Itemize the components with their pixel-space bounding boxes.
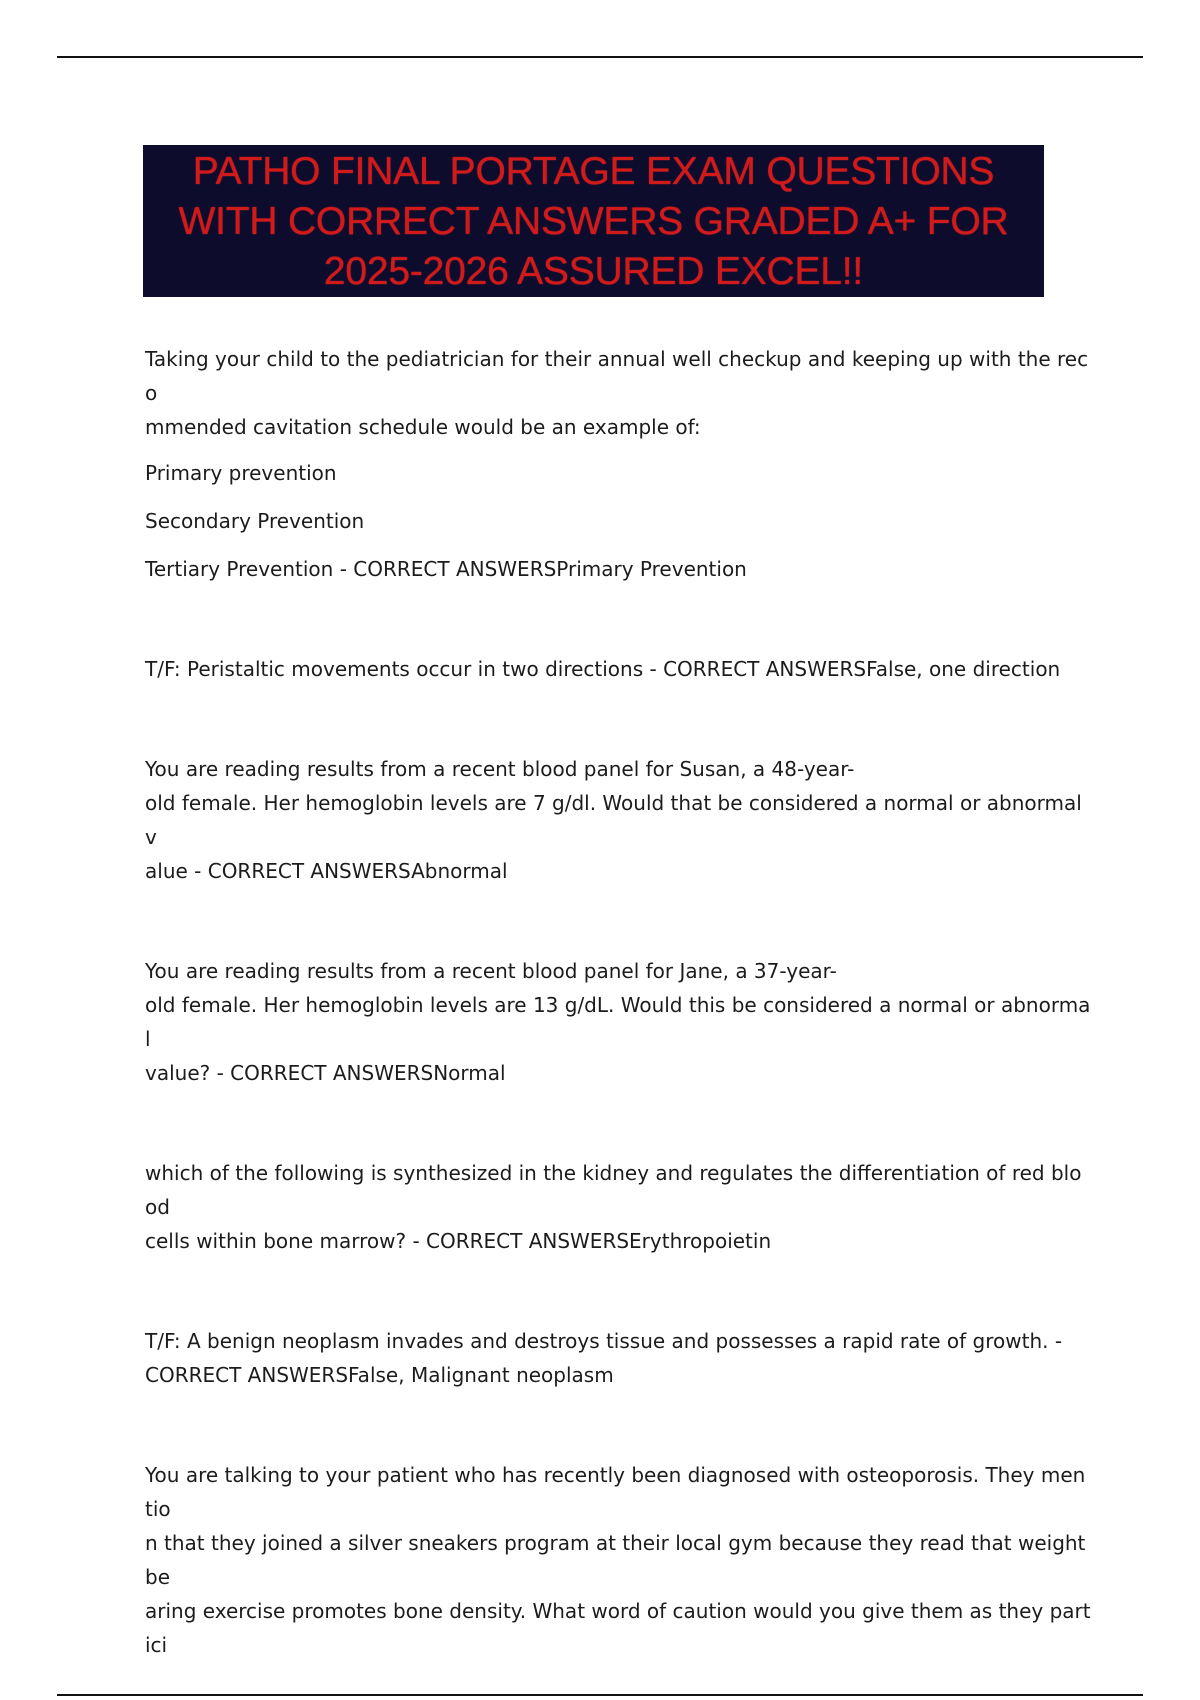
document-title: PATHO FINAL PORTAGE EXAM QUESTIONS WITH CORRECT ANSWERS GRADED A+ FOR 2025-2026 ASSURED EXCEL!! [178,150,1009,293]
title-banner [143,145,1044,297]
document-body [145,342,1091,1662]
question-with-answer: T/F: A benign neoplasm invades and destroys tissue and possesses a rapid rate of growth. - CORRECT ANSWERSFalse, Malignant neoplasm [145,1329,1063,1387]
question-with-answer: T/F: Peristaltic movements occur in two directions - CORRECT ANSWERSFalse, one direction [145,657,1061,681]
answer-option: Secondary Prevention [145,509,365,533]
question-with-answer: which of the following is synthesized in the kidney and regulates the differentiation of red blood cells within bone marrow? - CORRECT ANSWERSErythropoietin [145,1161,1082,1253]
footer-rule [57,1694,1143,1696]
answer-option-with-correct-answer: Tertiary Prevention - CORRECT ANSWERSPrimary Prevention [145,557,747,581]
question-with-answer: You are reading results from a recent blood panel for Susan, a 48-year- old female. Her hemoglobin levels are 7 g/dl. Would that be considered a normal or abnormal v alue - CORRECT ANSWERSAbnormal [145,757,1082,883]
question-with-answer: You are reading results from a recent blood panel for Jane, a 37-year- old female. Her hemoglobin levels are 13 g/dL. Would this be considered a normal or abnormal value? - CORRECT ANSWERSNormal [145,959,1091,1085]
answer-option: Primary prevention [145,461,337,485]
question-text: You are talking to your patient who has recently been diagnosed with osteoporosis. They mentio n that they joined a silver sneakers program at their local gym because they read that weight be aring exercise promotes bone density. What word of caution would you give them as they partici [145,1463,1091,1657]
question-text: Taking your child to the pediatrician for their annual well checkup and keeping up with the reco mmended cavitation schedule would be an example of: [145,347,1089,439]
header-rule [57,56,1143,58]
